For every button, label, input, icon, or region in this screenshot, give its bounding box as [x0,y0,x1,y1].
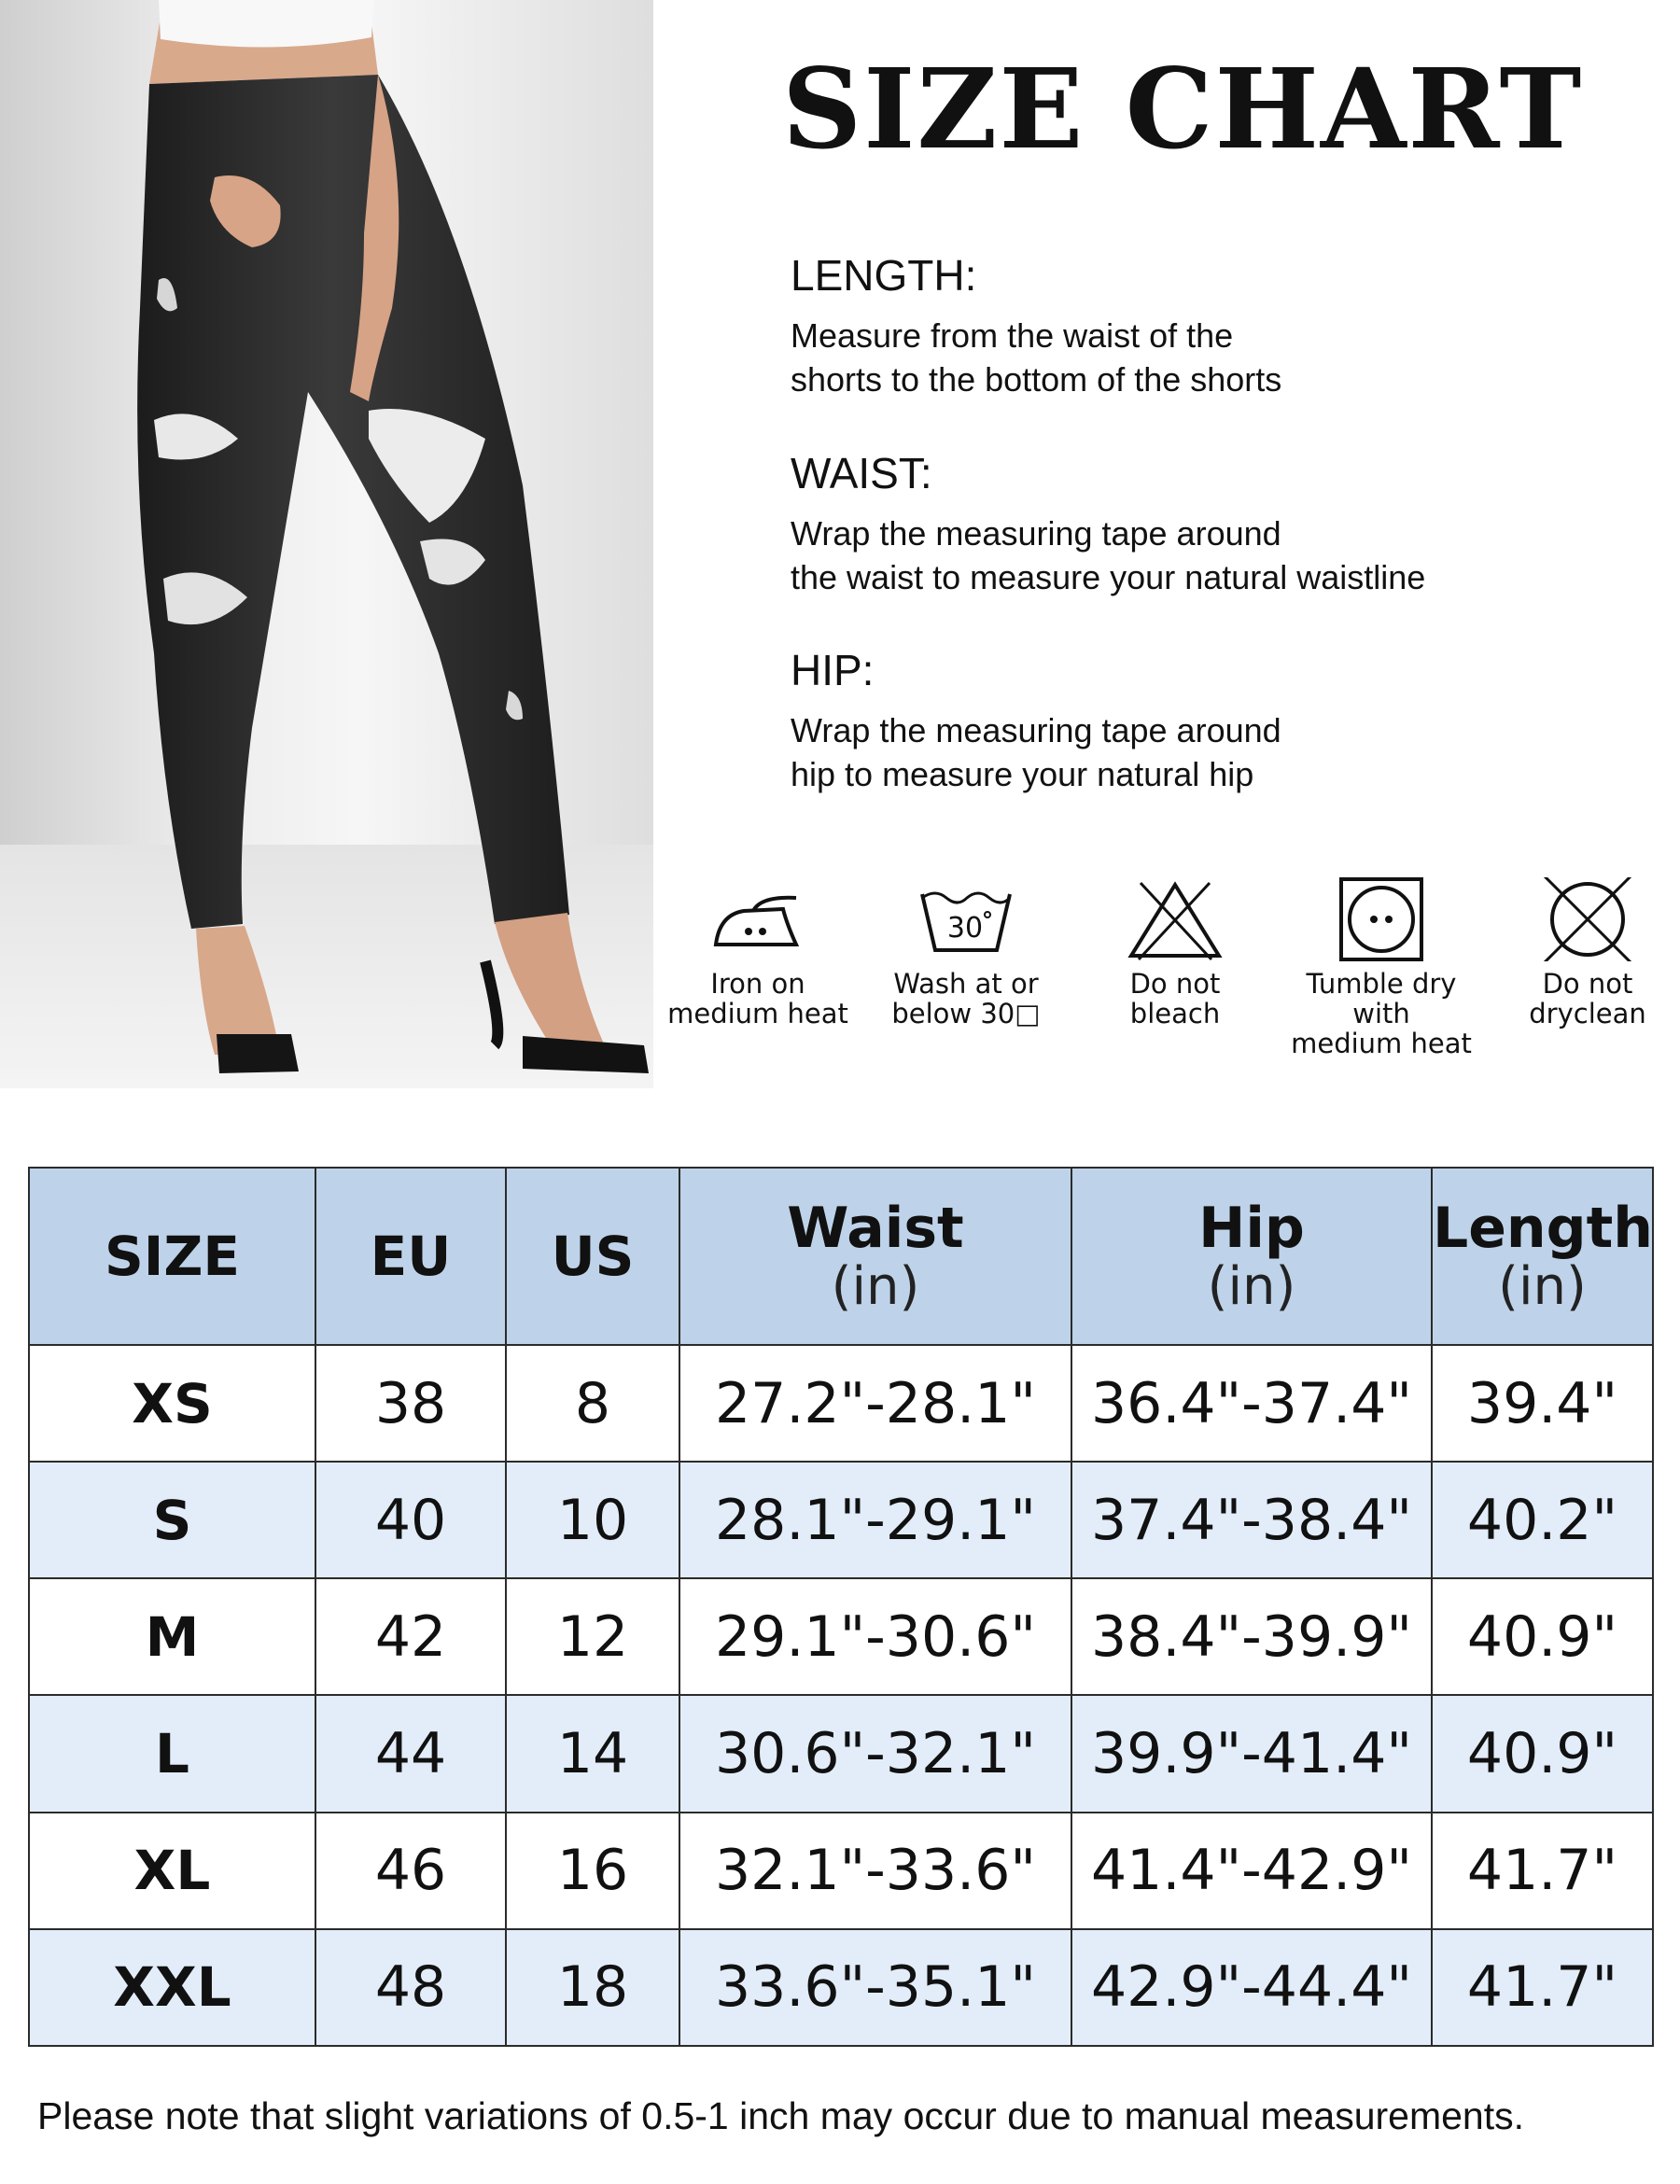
cell-waist: 29.1"-30.6" [679,1578,1071,1695]
table-row [29,1462,1653,1578]
care-label-tumble-dry: Tumble dry with medium heat [1291,968,1472,1059]
cell-eu: 42 [315,1578,506,1695]
col-header-us: US [506,1168,679,1345]
cell-hip: 36.4"-37.4" [1071,1345,1432,1462]
cell-hip: 42.9"-44.4" [1071,1929,1432,2046]
care-item-bleach [1077,877,1273,1029]
length-text: Measure from the waist of the shorts to the bottom of the shorts [791,316,1282,399]
col-header-waist: Waist (in) [679,1168,1071,1345]
col-header-length: Length (in) [1432,1168,1653,1345]
waist-text: Wrap the measuring tape around the waist to measure your natural waistline [791,514,1426,596]
cell-size: M [29,1578,315,1695]
no-dryclean-icon [1536,877,1639,961]
col-header-hip: Hip (in) [1071,1168,1432,1345]
cell-eu: 46 [315,1813,506,1929]
cell-length: 40.9" [1432,1578,1653,1695]
ripped-jeans-illustration [0,0,653,1088]
tumble-dry-icon [1330,877,1433,961]
wash-30-icon [915,877,1017,961]
care-label-dryclean: Do not dryclean [1529,968,1646,1029]
table-row [29,1929,1653,2046]
cell-length: 40.9" [1432,1695,1653,1812]
cell-size: XXL [29,1929,315,2046]
cell-eu: 44 [315,1695,506,1812]
care-item-dryclean [1490,877,1680,1029]
table-header-row [29,1168,1653,1345]
cell-us: 16 [506,1813,679,1929]
cell-us: 10 [506,1462,679,1578]
page-title: SIZE CHART [782,44,1584,174]
care-item-iron [660,877,856,1029]
care-label-wash: Wash at or below 30□ [891,968,1041,1029]
care-label-iron: Iron on medium heat [667,968,848,1029]
care-item-wash [868,877,1064,1029]
care-item-tumble-dry [1283,877,1479,1058]
cell-eu: 48 [315,1929,506,2046]
cell-length: 41.7" [1432,1929,1653,2046]
cell-us: 12 [506,1578,679,1695]
size-table [28,1167,1654,2047]
cell-waist: 28.1"-29.1" [679,1462,1071,1578]
cell-hip: 38.4"-39.9" [1071,1578,1432,1695]
cell-hip: 41.4"-42.9" [1071,1813,1432,1929]
cell-eu: 38 [315,1345,506,1462]
col-header-eu: EU [315,1168,506,1345]
col-header-size: SIZE [29,1168,315,1345]
cell-size: XS [29,1345,315,1462]
length-instruction [791,251,1631,401]
cell-size: L [29,1695,315,1812]
cell-length: 39.4" [1432,1345,1653,1462]
iron-icon [707,877,809,961]
length-heading: LENGTH: [791,251,977,300]
cell-waist: 33.6"-35.1" [679,1929,1071,2046]
cell-size: XL [29,1813,315,1929]
cell-size: S [29,1462,315,1578]
cell-waist: 27.2"-28.1" [679,1345,1071,1462]
cell-length: 41.7" [1432,1813,1653,1929]
table-row [29,1345,1653,1462]
cell-waist: 32.1"-33.6" [679,1813,1071,1929]
cell-hip: 37.4"-38.4" [1071,1462,1432,1578]
measurement-footnote: Please note that slight variations of 0.5-1 inch may occur due to manual measurements. [37,2094,1525,2137]
wash-temp-value: 30 [946,912,984,945]
product-photo [0,0,653,1088]
hip-heading: HIP: [791,646,875,694]
cell-eu: 40 [315,1462,506,1578]
cell-us: 8 [506,1345,679,1462]
cell-us: 18 [506,1929,679,2046]
waist-instruction [791,449,1631,599]
table-row [29,1695,1653,1812]
waist-heading: WAIST: [791,449,932,497]
table-row [29,1578,1653,1695]
table-row [29,1813,1653,1929]
cell-hip: 39.9"-41.4" [1071,1695,1432,1812]
care-label-bleach: Do not bleach [1129,968,1221,1029]
cell-us: 14 [506,1695,679,1812]
hip-instruction [791,646,1631,796]
no-bleach-icon [1124,877,1226,961]
hip-text: Wrap the measuring tape around hip to measure your natural hip [791,711,1281,793]
cell-waist: 30.6"-32.1" [679,1695,1071,1812]
cell-length: 40.2" [1432,1462,1653,1578]
